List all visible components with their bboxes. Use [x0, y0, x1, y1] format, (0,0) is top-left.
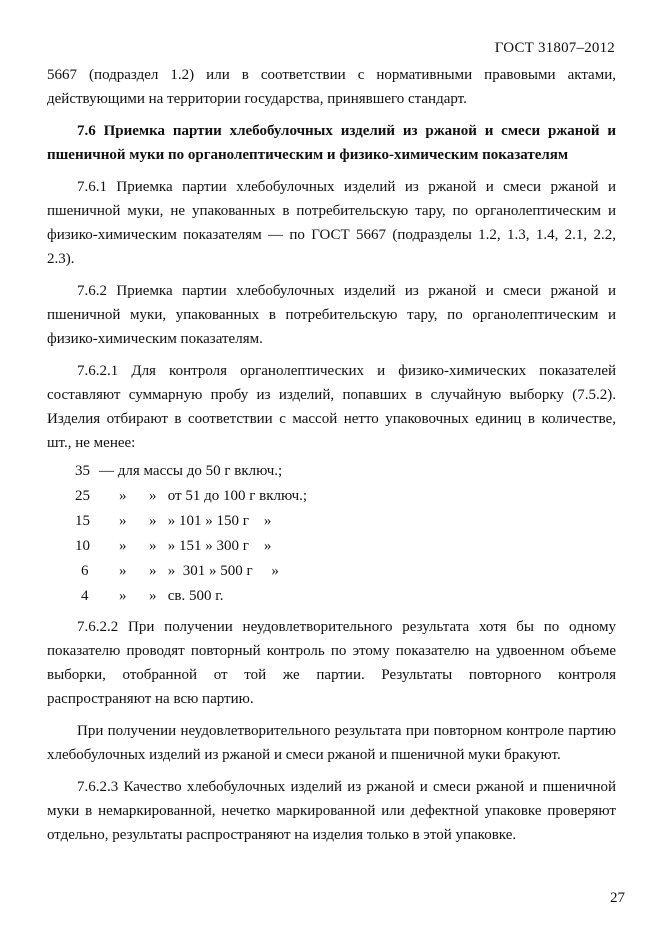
paragraph-7-6-2-3: 7.6.2.3 Качество хлебобулочных изделий из ржаной и смеси ржаной и пшеничной муки в немаркированной, нечетко маркированной или дефектной упаковке проверяют отдельно, результаты распространяют на изделия только в этой упаковке. — [47, 779, 616, 843]
list-item-text: » » св. 500 г. — [119, 588, 224, 604]
paragraph-7-6-2-2-rejection: При получении неудовлетворительного результата при повторном контроле партию хлебобулочных изделий из ржаной и смеси ржаной и пшеничной муки бракуют. — [47, 723, 616, 763]
paragraph-7-6-2-2: 7.6.2.2 При получении неудовлетворительного результата хотя бы по одному показателю проводят повторный контроль по этому показателю на удвоенном объеме выборки, отобранной от той же партии. Результаты повторного контроля распространяют на всю партию. — [47, 619, 616, 707]
list-item-qty: 6 — [81, 563, 89, 579]
list-item-text: » » » 151 » 300 г » — [119, 538, 272, 554]
list-item-qty: 15 — [75, 513, 90, 529]
section-title-7-6: 7.6 Приемка партии хлебобулочных изделий из ржаной и смеси ржаной и пшеничной муки по органолептическим и физико-химическим показателям — [47, 123, 616, 163]
list-item-qty: 25 — [75, 488, 90, 504]
page-content — [47, 63, 616, 855]
document-code-header: ГОСТ 31807–2012 — [494, 40, 615, 56]
sample-size-list — [47, 459, 616, 609]
list-item-text: » » от 51 до 100 г включ.; — [119, 488, 308, 504]
list-item — [47, 584, 616, 609]
paragraph-7-6-2-1: 7.6.2.1 Для контроля органолептических и физико-химических показателей составляют суммарную пробу из изделий, попавших в случайную выборку (7.5.2). Изделия отбирают в соответствии с массой нетто упаковочных единиц в количестве, шт., не менее: — [47, 363, 616, 451]
list-item — [47, 484, 616, 509]
page-number: 27 — [610, 890, 625, 906]
list-item — [47, 534, 616, 559]
list-item — [47, 509, 616, 534]
list-item-qty: 10 — [75, 538, 90, 554]
list-item-text: » » » 301 » 500 г » — [119, 563, 279, 579]
list-item-text: » » » 101 » 150 г » — [119, 513, 272, 529]
list-item-qty: 4 — [81, 588, 89, 604]
list-item-qty: 35 — [75, 463, 90, 479]
list-item — [47, 459, 616, 484]
list-item — [47, 559, 616, 584]
paragraph-7-6-1: 7.6.1 Приемка партии хлебобулочных изделий из ржаной и смеси ржаной и пшеничной муки, не упакованных в потребительскую тару, по органолептическим и физико-химическим показателям — по ГОСТ 5667 (подразделы 1.2, 1.3, 1.4, 2.1, 2.2, 2.3). — [47, 179, 616, 267]
paragraph-7-6-2: 7.6.2 Приемка партии хлебобулочных изделий из ржаной и смеси ржаной и пшеничной муки, упакованных в потребительскую тару, по органолептическим и физико-химическим показателям. — [47, 283, 616, 347]
paragraph-continuation: 5667 (подраздел 1.2) или в соответствии с нормативными правовыми актами, действующими на территории государства, принявшего стандарт. — [47, 67, 616, 107]
list-item-text: — для массы до 50 г включ.; — [99, 463, 283, 479]
